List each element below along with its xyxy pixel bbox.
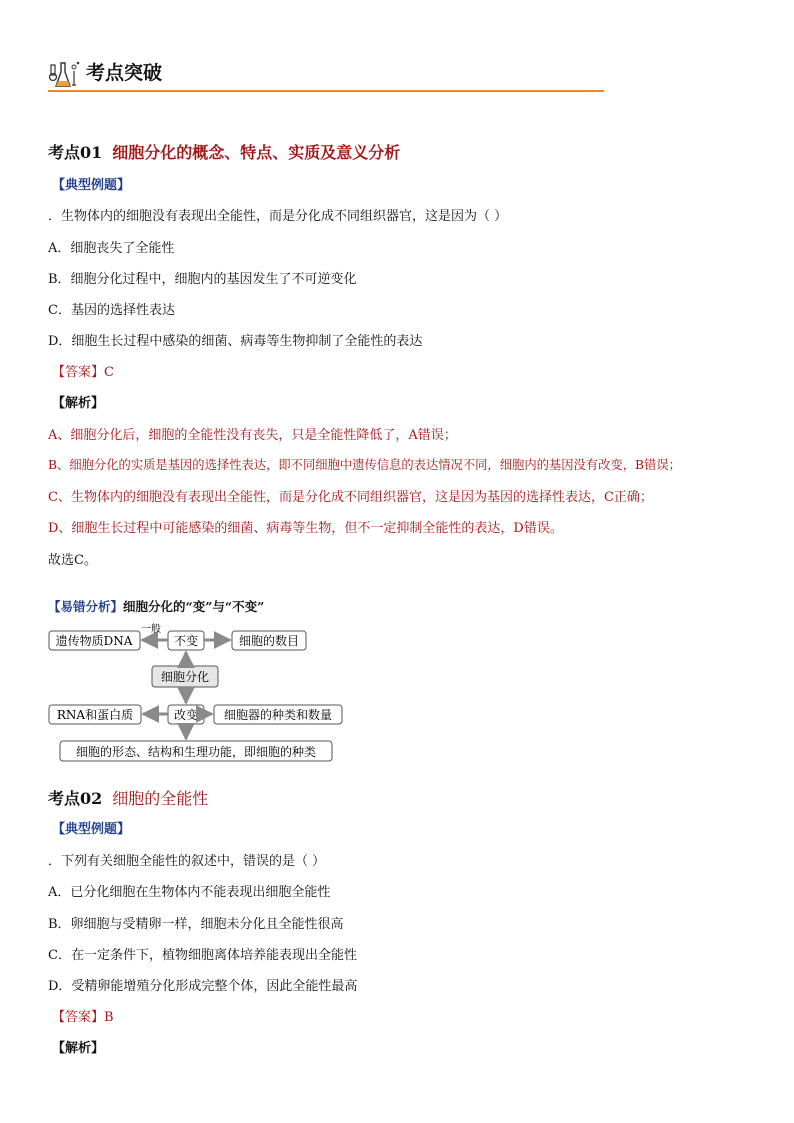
section-2-analysis-tag: 【解析】 [52, 1041, 105, 1056]
error-analysis-tag: 【易错分析】 [48, 599, 124, 614]
label-dna: 遗传物质DNA [55, 634, 133, 648]
section-1-option-b: B．细胞分化过程中，细胞内的基因发生了不可逆变化 [48, 272, 357, 287]
section-1-option-a: A．细胞丧失了全能性 [48, 241, 175, 256]
label-unchanged: 不变 [173, 634, 199, 648]
section-1-option-c: C．基因的选择性表达 [48, 303, 175, 318]
section-1-answer: 【答案】C [52, 365, 114, 380]
section-2-title [48, 786, 208, 809]
section-1-analysis-d: D、细胞生长过程中可能感染的细菌、病毒等生物，但不一定抑制全能性的表达，D错误。 [48, 521, 563, 536]
section-2-question: ．下列有关细胞全能性的叙述中，错误的是（ ） [48, 854, 326, 869]
section-2-option-c: C．在一定条件下，植物细胞离体培养能表现出全能性 [48, 948, 357, 963]
page-header [48, 55, 604, 91]
label-changed: 改变 [173, 708, 199, 722]
section-2-example-tag: 【典型例题】 [52, 822, 131, 837]
differentiation-diagram [48, 596, 344, 766]
label-cell-number: 细胞的数目 [238, 634, 300, 648]
header-rule [48, 90, 604, 92]
section-1-analysis-tag: 【解析】 [52, 396, 105, 411]
section-1-example-tag: 【典型例题】 [52, 178, 131, 193]
section-1-title [48, 140, 400, 163]
section-2-number: 考点02 [48, 789, 103, 808]
label-general: 一般 [141, 624, 161, 635]
section-1-analysis-b: B、细胞分化的实质是基因的选择性表达，即不同细胞中遗传信息的表达情况不同，细胞内的基因没有改变，B错误； [48, 458, 681, 472]
section-1-name: 细胞分化的概念、特点、实质及意义分析 [112, 143, 401, 162]
label-cell-type: 细胞的形态、结构和生理功能，即细胞的种类 [75, 745, 317, 759]
label-organelles: 细胞器的种类和数量 [223, 708, 333, 722]
chemistry-flask-icon [48, 57, 82, 89]
section-2-answer: 【答案】B [52, 1010, 114, 1025]
section-1-conclusion: 故选C。 [48, 553, 97, 568]
section-1-question: ．生物体内的细胞没有表现出全能性，而是分化成不同组织器官，这是因为（ ） [48, 209, 508, 224]
label-differentiation: 细胞分化 [160, 670, 210, 684]
error-analysis-title: 细胞分化的“变”与“不变” [123, 599, 265, 614]
section-2-name: 细胞的全能性 [112, 789, 209, 808]
label-rna-protein: RNA和蛋白质 [56, 708, 134, 722]
section-1-option-d: D．细胞生长过程中感染的细菌、病毒等生物抑制了全能性的表达 [48, 334, 423, 349]
section-2-option-d: D．受精卵能增殖分化形成完整个体，因此全能性最高 [48, 979, 358, 994]
section-1-analysis-c: C、生物体内的细胞没有表现出全能性，而是分化成不同组织器官，这是因为基因的选择性表达，C正确； [48, 490, 653, 505]
section-2-option-b: B．卵细胞与受精卵一样，细胞未分化且全能性很高 [48, 917, 344, 932]
section-2-option-a: A．已分化细胞在生物体内不能表现出细胞全能性 [48, 885, 331, 900]
section-1-analysis-a: A、细胞分化后，细胞的全能性没有丧失，只是全能性降低了，A错误； [48, 428, 457, 443]
section-1-number: 考点01 [48, 143, 103, 162]
page-title: 考点突破 [86, 62, 163, 84]
